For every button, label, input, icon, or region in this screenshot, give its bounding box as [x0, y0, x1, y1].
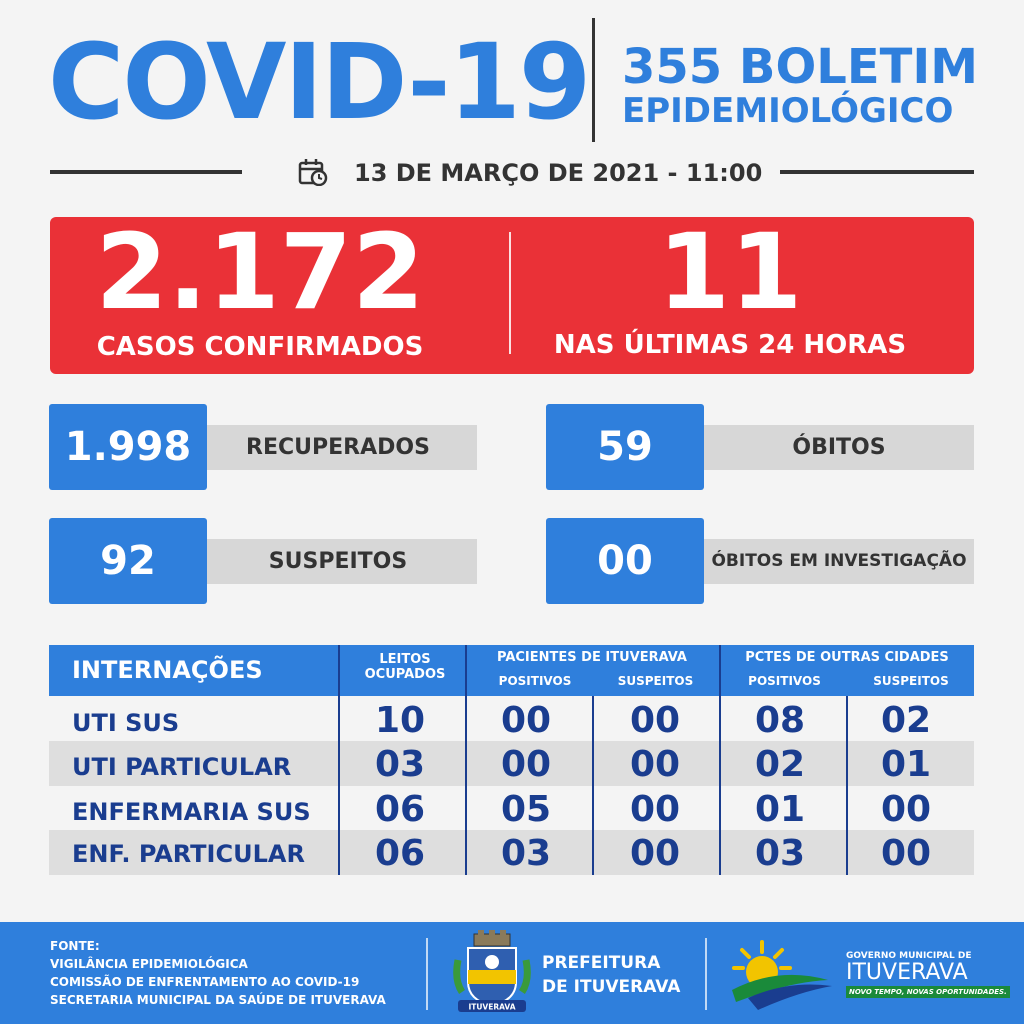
source-line-3: SECRETARIA MUNICIPAL DA SAÚDE DE ITUVERAVA — [50, 993, 386, 1007]
page-title: COVID-19 — [48, 21, 590, 143]
deaths-investigation-value: 00 — [546, 518, 704, 604]
deaths-label: ÓBITOS — [792, 435, 886, 460]
bulletin-date: 13 DE MARÇO DE 2021 - 11:00 — [354, 159, 763, 187]
row-label-uti-sus: UTI SUS — [72, 709, 180, 737]
crest-banner-text: ITUVERAVA — [468, 1002, 516, 1012]
recovered-label: RECUPERADOS — [246, 435, 430, 460]
cell-enf-sus-local-susp: 00 — [629, 789, 681, 830]
date-rule-left — [50, 170, 242, 174]
recovered-value: 1.998 — [49, 404, 207, 490]
col-local-positive: POSITIVOS — [498, 674, 572, 688]
cell-enf-sus-other-susp: 00 — [880, 789, 932, 830]
cell-enf-part-local-susp: 00 — [629, 833, 681, 874]
suspected-label: SUSPEITOS — [268, 549, 408, 574]
col-beds-line1: LEITOS — [379, 652, 431, 667]
date-rule-right — [780, 170, 974, 174]
suspected-value: 92 — [49, 518, 207, 604]
calendar-clock-icon — [298, 158, 328, 186]
cell-enf-sus-local-pos: 05 — [500, 789, 552, 830]
cell-uti-part-other-susp: 01 — [880, 744, 932, 785]
row-label-enfermaria-sus: ENFERMARIA SUS — [72, 798, 311, 826]
sun-logo — [728, 936, 836, 1012]
cell-uti-sus-local-susp: 00 — [629, 700, 681, 741]
cell-uti-sus-other-susp: 02 — [880, 700, 932, 741]
cell-enf-part-other-pos: 03 — [754, 833, 806, 874]
table-divider — [592, 696, 594, 875]
gov-name: ITUVERAVA — [846, 960, 968, 985]
cell-uti-part-local-susp: 00 — [629, 744, 681, 785]
row-label-enf-particular: ENF. PARTICULAR — [72, 840, 305, 868]
prefeitura-line-1: PREFEITURA — [542, 953, 661, 973]
cell-enf-part-beds: 06 — [374, 833, 426, 874]
source-line-1: VIGILÂNCIA EPIDEMIOLÓGICA — [50, 957, 248, 971]
header-divider — [592, 18, 595, 142]
confirmed-cases-value: 2.172 — [95, 211, 425, 333]
cell-uti-part-other-pos: 02 — [754, 744, 806, 785]
footer-divider — [705, 938, 707, 1010]
cell-enf-part-local-pos: 03 — [500, 833, 552, 874]
col-other-positive: POSITIVOS — [748, 674, 821, 688]
table-title: INTERNAÇÕES — [72, 656, 263, 684]
source-title: FONTE: — [50, 939, 100, 953]
gov-label: GOVERNO MUNICIPAL DE — [846, 951, 972, 961]
cell-uti-sus-other-pos: 08 — [754, 700, 806, 741]
cell-uti-part-local-pos: 00 — [500, 744, 552, 785]
deaths-investigation-label: ÓBITOS EM INVESTIGAÇÃO — [711, 551, 967, 571]
city-crest-logo — [452, 930, 532, 1016]
bulletin-number: 355 BOLETIM — [622, 39, 979, 95]
col-beds-line2: OCUPADOS — [364, 667, 446, 682]
cell-uti-part-beds: 03 — [374, 744, 426, 785]
gov-slogan: NOVO TEMPO, NOVAS OPORTUNIDADES. — [846, 986, 1010, 998]
cell-uti-sus-local-pos: 00 — [500, 700, 552, 741]
cell-uti-sus-beds: 10 — [374, 700, 426, 741]
bulletin-subtitle: EPIDEMIOLÓGICO — [622, 91, 954, 131]
col-other-suspected: SUSPEITOS — [873, 674, 949, 688]
highlight-divider — [509, 232, 511, 354]
deaths-value: 59 — [546, 404, 704, 490]
last24-value: 11 — [657, 211, 803, 333]
confirmed-cases-label: CASOS CONFIRMADOS — [96, 332, 424, 362]
last24-label: NAS ÚLTIMAS 24 HORAS — [553, 330, 907, 360]
row-label-uti-particular: UTI PARTICULAR — [72, 753, 292, 781]
cell-enf-part-other-susp: 00 — [880, 833, 932, 874]
table-divider — [465, 645, 467, 875]
table-divider — [719, 645, 721, 875]
table-divider — [338, 645, 340, 875]
table-divider — [846, 696, 848, 875]
source-line-2: COMISSÃO DE ENFRENTAMENTO AO COVID-19 — [50, 975, 360, 989]
cell-enf-sus-other-pos: 01 — [754, 789, 806, 830]
col-group-other: PCTES DE OUTRAS CIDADES — [745, 650, 949, 665]
footer-divider — [426, 938, 428, 1010]
cell-enf-sus-beds: 06 — [374, 789, 426, 830]
col-group-local: PACIENTES DE ITUVERAVA — [497, 650, 687, 665]
prefeitura-line-2: DE ITUVERAVA — [542, 977, 681, 997]
col-local-suspected: SUSPEITOS — [617, 674, 694, 688]
